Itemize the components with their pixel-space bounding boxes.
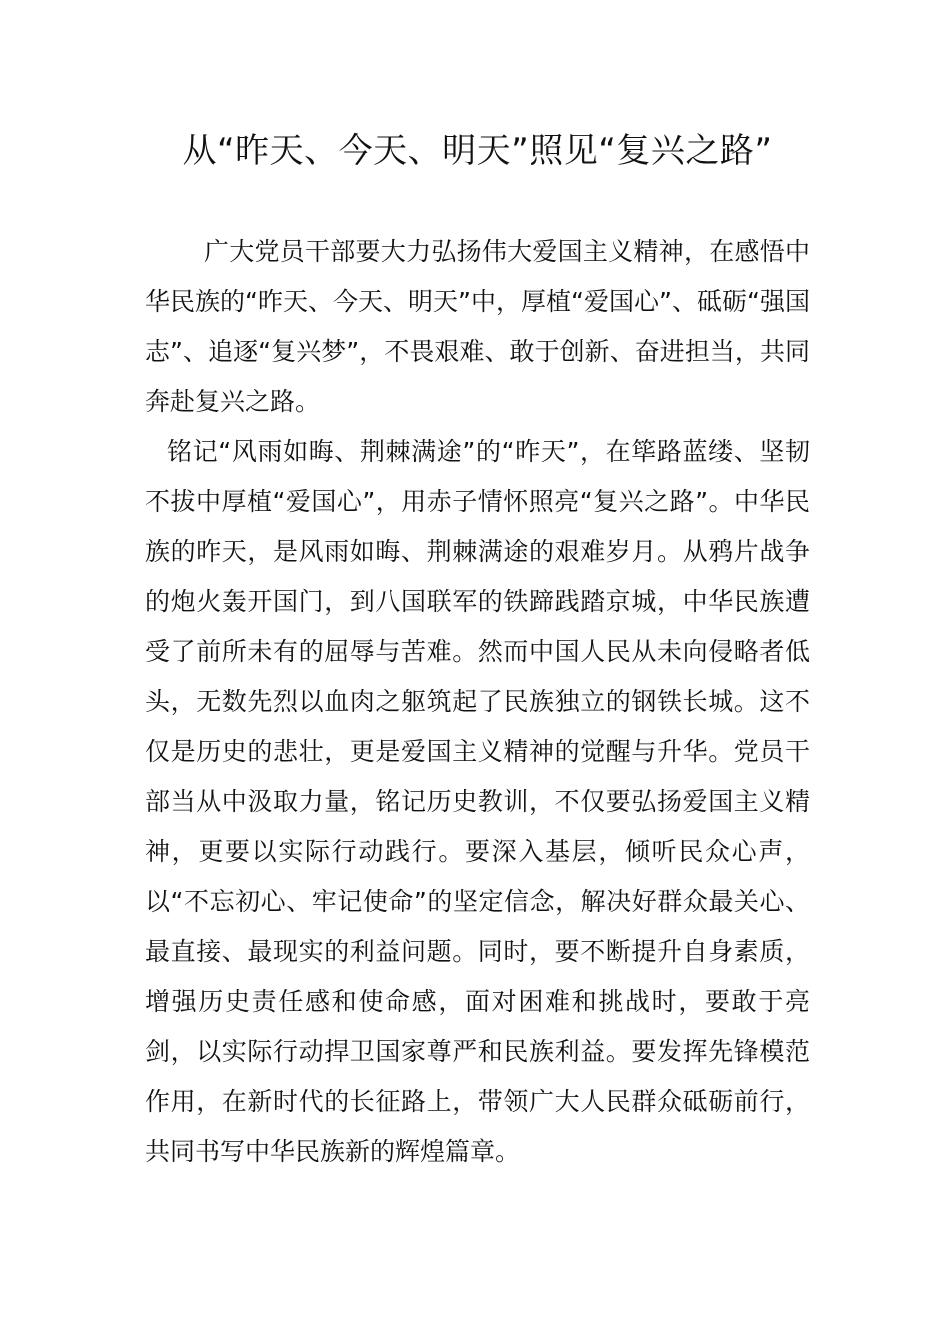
document-title: 从“昨天、今天、明天”照见“复兴之路” bbox=[182, 131, 773, 171]
paragraph-yesterday: 铭记“风雨如晦、荆棘满途”的“昨天”，在筚路蓝缕、坚韧不拔中厚植“爱国心”，用赤子情怀照亮“复兴之路”。中华民族的昨天，是风雨如晦、荆棘满途的艰难岁月。从鸦片战争的炮火轰开国门，到八国联军的铁蹄践踏京城，中华民族遭受了前所未有的屈辱与苦难。然而中国人民从未向侵略者低头，无数先烈以血肉之躯筑起了民族独立的钢铁长城。这不仅是历史的悲壮，更是爱国主义精神的觉醒与升华。党员干部当从中汲取力量，铭记历史教训，不仅要弘扬爱国主义精神，更要以实际行动践行。要深入基层，倾听民众心声，以“不忘初心、牢记使命”的坚定信念，解决好群众最关心、最直接、最现实的利益问题。同时，要不断提升自身素质，增强历史责任感和使命感，面对困难和挑战时，要敢于亮剑，以实际行动捍卫国家尊严和民族利益。要发挥先锋模范作用，在新时代的长征路上，带领广大人民群众砥砺前行，共同书写中华民族新的辉煌篇章。 bbox=[145, 437, 810, 1166]
paragraph-intro: 广大党员干部要大力弘扬伟大爱国主义精神，在感悟中华民族的“昨天、今天、明天”中，厚植“爱国心”、砥砺“强国志”、追逐“复兴梦”，不畏艰难、敢于创新、奋进担当，共同奔赴复兴之路。 bbox=[145, 237, 810, 416]
